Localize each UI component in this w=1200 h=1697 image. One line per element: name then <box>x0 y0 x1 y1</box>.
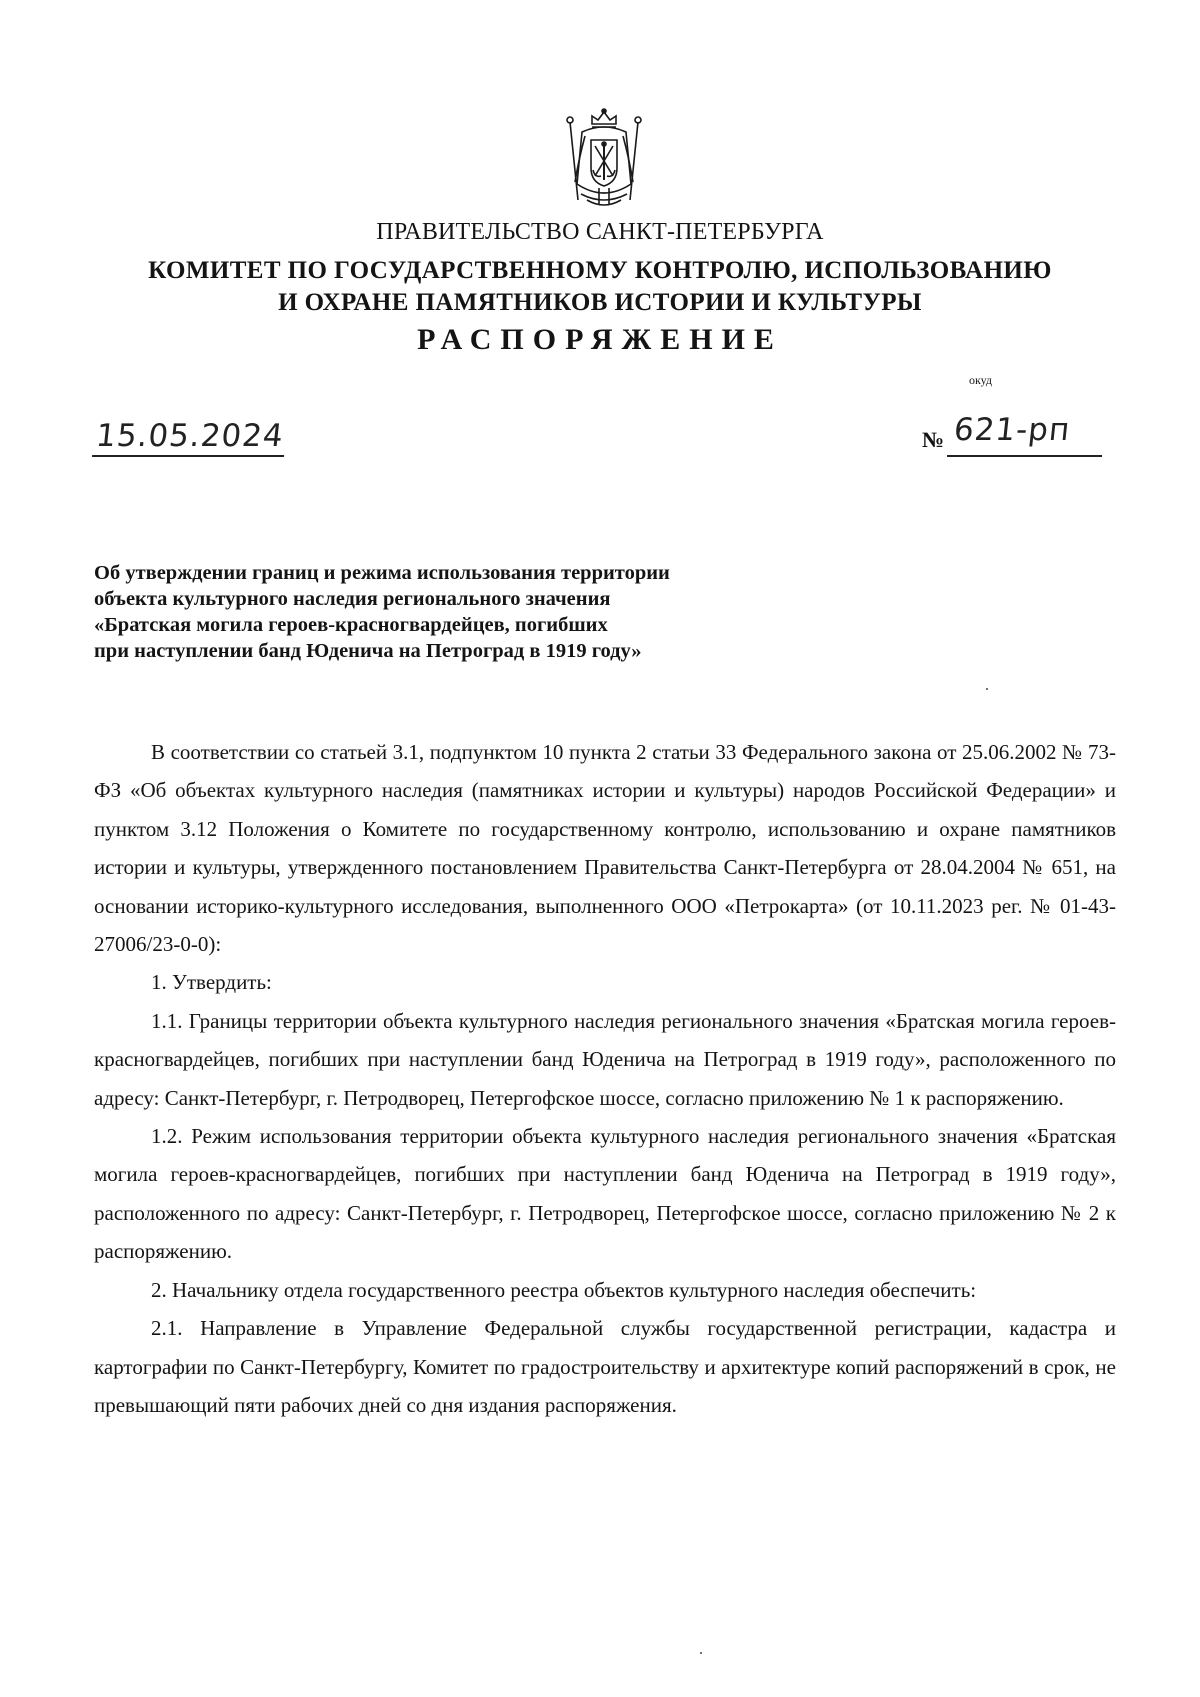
number-underline <box>947 455 1102 457</box>
number-sign: № <box>922 427 945 452</box>
okud-label: окуд <box>969 373 993 387</box>
document-body <box>94 733 1116 1424</box>
item-1-2: 1.2. Режим использования территории объекта культурного наследия регионального значения «Братская могила героев-красногвардейцев, погибших при наступлении банд Юденича на Петроград в 1919 году», расположенного по адресу: Санкт-Петербург, г. Петродворец, Петергофское шоссе, согласно приложению № 2 к распоряжению. <box>94 1124 1116 1264</box>
document-date: 15.05.2024 <box>92 418 288 457</box>
scan-speck <box>700 1652 702 1654</box>
scan-speck <box>986 688 988 690</box>
preamble-paragraph: В соответствии со статьей 3.1, подпунктом 10 пункта 2 статьи 33 Федерального закона от 25.06.2002 № 73-ФЗ «Об объектах культурного наследия (памятниках истории и культуры) народов Российской Федерации» и пунктом 3.12 Положения о Комитете по государственному контролю, использованию и охране памятников истории и культуры, утвержденного постановлением Правительства Санкт-Петербурга от 28.04.2004 № 651, на основании историко-культурного исследования, выполненного ООО «Петрокарта» (от 10.11.2023 рег. № 01-43-27006/23-0-0): <box>94 740 1116 957</box>
document-subject <box>94 560 854 664</box>
item-2: 2. Начальнику отдела государственного реестра объектов культурного наследия обеспечить: <box>151 1277 977 1302</box>
document-type: РАСПОРЯЖЕНИЕ <box>417 323 783 356</box>
subject-line-1: Об утверждении границ и режима использования территории <box>94 562 670 584</box>
item-1-1: 1.1. Границы территории объекта культурного наследия регионального значения «Братская могила героев-красногвардейцев, погибших при наступлении банд Юденича на Петроград в 1919 году», расположенного по адресу: Санкт-Петербург, г. Петродворец, Петергофское шоссе, согласно приложению № 1 к распоряжению. <box>94 1008 1116 1110</box>
subject-line-3: «Братская могила героев-красногвардейцев, погибших <box>94 614 608 636</box>
committee-name-line-2: И ОХРАНЕ ПАМЯТНИКОВ ИСТОРИИ И КУЛЬТУРЫ <box>278 289 922 316</box>
coat-of-arms-icon <box>565 108 643 212</box>
subject-line-2: объекта культурного наследия регионального значения <box>94 588 611 610</box>
subject-line-4: при наступлении банд Юденича на Петроград в 1919 году» <box>94 640 642 662</box>
item-2-1: 2.1. Направление в Управление Федеральной службы государственной регистрации, кадастра и картографии по Санкт-Петербургу, Комитет по градостроительству и архитектуре копий распоряжений в срок, не превышающий пяти рабочих дней со дня издания распоряжения. <box>94 1316 1116 1417</box>
document-number: 621-рп <box>952 412 1073 448</box>
item-1: 1. Утвердить: <box>151 970 272 995</box>
committee-name <box>0 255 1200 319</box>
government-title: ПРАВИТЕЛЬСТВО САНКТ-ПЕТЕРБУРГА <box>376 219 824 245</box>
committee-name-line-1: КОМИТЕТ ПО ГОСУДАРСТВЕННОМУ КОНТРОЛЮ, ИСПОЛЬЗОВАНИЮ <box>148 257 1052 284</box>
